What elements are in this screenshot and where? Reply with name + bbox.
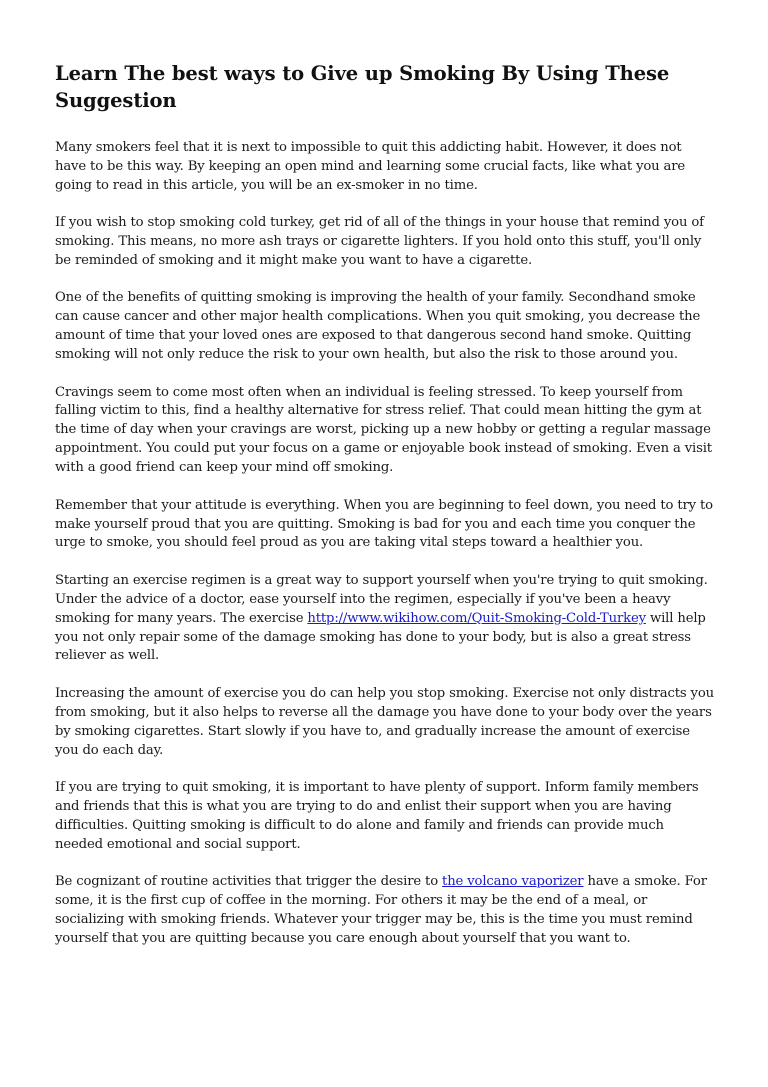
paragraph-9-text-before: Be cognizant of routine activities that trigger the desire to	[55, 874, 443, 890]
paragraph-6	[55, 572, 715, 667]
paragraph-3: One of the benefits of quitting smoking is improving the health of your family. Secondhand smoke can cause cancer and other major health complications. When you quit smoking, you decrease the amount of time that your loved ones are exposed to that dangerous second hand smoke. Quitting smoking will not only reduce the risk to your own health, but also the risk to those around you.	[55, 290, 701, 363]
paragraph-5: Remember that your attitude is everything. When you are beginning to feel down, you need to try to make yourself proud that you are quitting. Smoking is bad for you and each time you conquer the urge to smoke, you should feel proud as you are taking vital steps toward a healthier you.	[55, 497, 713, 551]
paragraph-4: Cravings seem to come most often when an individual is feeling stressed. To keep yourself from falling victim to this, find a healthy alternative for stress relief. That could mean hitting the gym at the time of day when your cravings are worst, picking up a new hobby or getting a regular massage appointment. You could put your focus on a game or enjoyable book instead of smoking. Even a visit with a good friend can keep your mind off smoking.	[55, 384, 712, 476]
paragraph-6-text-before: Starting an exercise regimen is a great way to support yourself when you're trying to quit smoking. Under the advice of a doctor, ease yourself into the regimen, especially if you've been a heavy smoking for many years. The exercise	[55, 572, 708, 626]
volcano-vaporizer-link[interactable]: the volcano vaporizer	[442, 874, 584, 890]
paragraph-2: If you wish to stop smoking cold turkey, get rid of all of the things in your house that remind you of smoking. This means, no more ash trays or cigarette lighters. If you hold onto this stuff, you'll only be reminded of smoking and it might make you want to have a cigarette.	[55, 215, 704, 269]
paragraph-8: If you are trying to quit smoking, it is important to have plenty of support. Inform family members and friends that this is what you are trying to do and enlist their support when you are having difficulties. Quitting smoking is difficult to do alone and family and friends can provide much needed emotional and social support.	[55, 779, 699, 852]
document-title: Learn The best ways to Give up Smoking By Using These Suggestion	[55, 62, 670, 112]
document-page	[55, 60, 715, 967]
paragraph-6-text-after: will help you not only repair some of the damage smoking has done to your body, but is also a great stress reliever as well.	[55, 610, 706, 664]
wikihow-link[interactable]: http://www.wikihow.com/Quit-Smoking-Cold-Turkey	[307, 610, 646, 626]
paragraph-9-text-after: have a smoke. For some, it is the first cup of coffee in the morning. For others it may be the end of a meal, or socializing with smoking friends. Whatever your trigger may be, this is the time you must remind yourself that you are quitting because you care enough about yourself that you want to.	[55, 874, 707, 946]
paragraph-1: Many smokers feel that it is next to impossible to quit this addicting habit. However, it does not have to be this way. By keeping an open mind and learning some crucial facts, like what you are going to read in this article, you will be an ex-smoker in no time.	[55, 140, 686, 193]
paragraph-9	[55, 873, 715, 949]
paragraph-7: Increasing the amount of exercise you do can help you stop smoking. Exercise not only distracts you from smoking, but it also helps to reverse all the damage you have done to your body over the years by smoking cigarettes. Start slowly if you have to, and gradually increase the amount of exercise you do each day.	[55, 685, 714, 758]
